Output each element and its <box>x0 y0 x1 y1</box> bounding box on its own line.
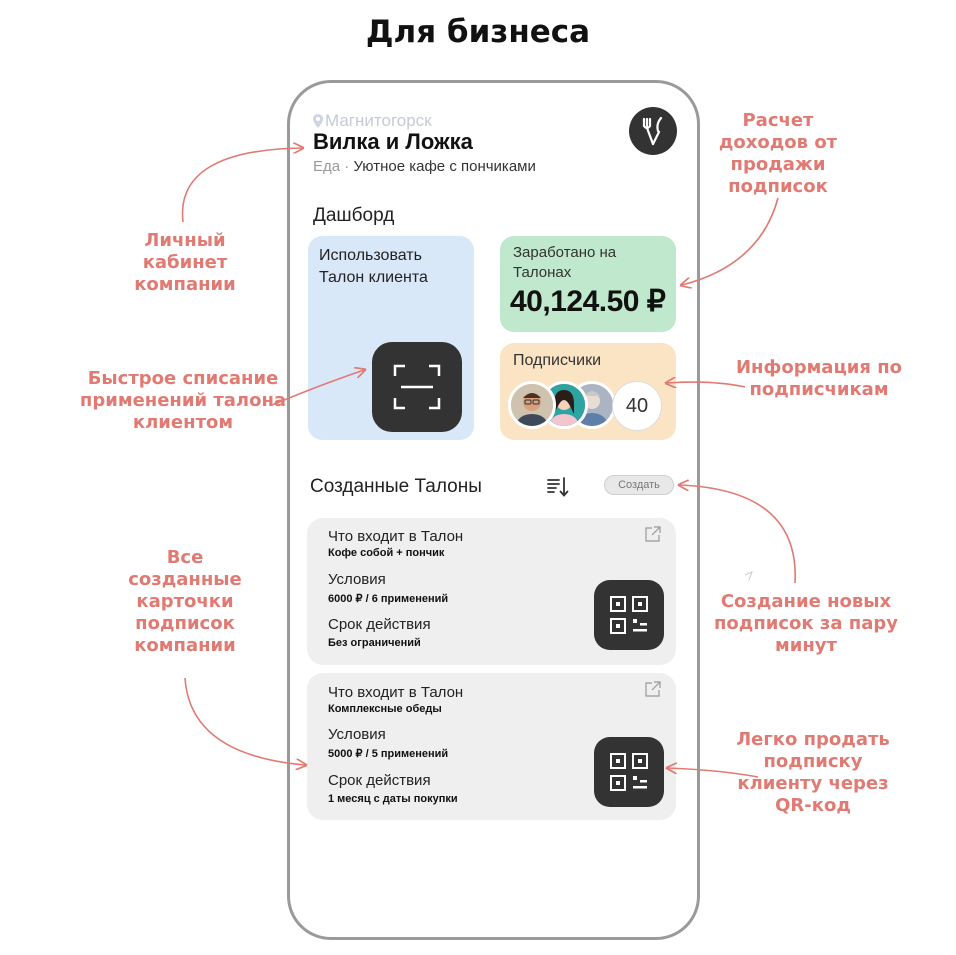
category-separator: · <box>340 158 354 175</box>
annotation-sell-qr: Легко продать подписку клиенту через QR-код <box>736 729 890 816</box>
annotation-all-cards: Все созданные карточки подписок компании <box>128 547 242 656</box>
qr-code-button[interactable] <box>594 580 664 650</box>
annotation-revenue: Расчет доходов от продажи подписок <box>718 110 838 197</box>
coupon-validity-value: 1 месяц с даты покупки <box>328 793 458 805</box>
coupon-what-value: Кофе собой + пончик <box>328 547 445 559</box>
scan-button[interactable] <box>372 342 462 432</box>
coupon-card[interactable] <box>307 518 676 665</box>
city-text: Магнитогорск <box>325 111 432 130</box>
dashboard-title: Дашборд <box>313 205 395 226</box>
coupons-title: Созданные Талоны <box>310 476 482 497</box>
category-label: Еда <box>313 158 341 175</box>
coupon-what-label: Что входит в Талон <box>328 684 464 701</box>
coupon-terms-value: 5000 ₽ / 5 применений <box>328 748 449 760</box>
avatar <box>508 381 556 429</box>
qr-code-icon <box>609 595 649 635</box>
company-name: Вилка и Ложка <box>313 129 473 154</box>
qr-code-button[interactable] <box>594 737 664 807</box>
annotation-account: Личный кабинет компании <box>134 230 236 295</box>
external-link-icon[interactable] <box>645 681 661 697</box>
coupon-card[interactable] <box>307 673 676 820</box>
use-coupon-card[interactable] <box>308 236 474 440</box>
coupon-validity-label: Срок действия <box>328 616 431 633</box>
coupon-terms-value: 6000 ₽ / 6 применений <box>328 593 449 605</box>
use-coupon-label: Использовать Талон клиента <box>319 247 428 286</box>
coupon-terms-label: Условия <box>328 571 386 588</box>
create-coupon-button[interactable]: Создать <box>604 475 674 495</box>
coupon-validity-value: Без ограничений <box>328 637 421 649</box>
qr-code-icon <box>609 752 649 792</box>
earnings-card[interactable] <box>500 236 676 332</box>
earnings-amount: 40,124.50 ₽ <box>510 285 666 318</box>
fork-knife-icon <box>639 115 667 147</box>
location-pin-icon <box>313 114 323 128</box>
annotation-quick-use: Быстрое списание применений талона клиентом <box>79 368 287 433</box>
subscriber-avatars <box>508 381 668 431</box>
company-description: Уютное кафе с пончиками <box>353 158 536 175</box>
subscribers-card[interactable] <box>500 343 676 440</box>
page-title: Для бизнеса <box>365 14 591 50</box>
coupon-what-label: Что входит в Талон <box>328 528 464 545</box>
city-label[interactable] <box>313 111 432 131</box>
company-logo[interactable] <box>629 107 677 155</box>
scan-icon <box>393 364 441 410</box>
coupon-what-value: Комплексные обеды <box>328 703 442 715</box>
external-link-icon[interactable] <box>645 526 661 542</box>
subscribers-count: 40 <box>612 381 662 431</box>
earnings-label: Заработано на Талонах <box>513 244 617 281</box>
subscribers-label: Подписчики <box>513 352 602 369</box>
coupon-validity-label: Срок действия <box>328 772 431 789</box>
company-category <box>313 158 536 175</box>
arrow-account <box>183 148 302 222</box>
annotation-subscribers-info: Информация по подписчикам <box>735 357 903 400</box>
annotation-create-new: Создание новых подписок за пару минут <box>714 591 898 656</box>
sort-icon[interactable] <box>546 476 570 498</box>
coupon-terms-label: Условия <box>328 726 386 743</box>
stray-mark <box>745 572 752 580</box>
